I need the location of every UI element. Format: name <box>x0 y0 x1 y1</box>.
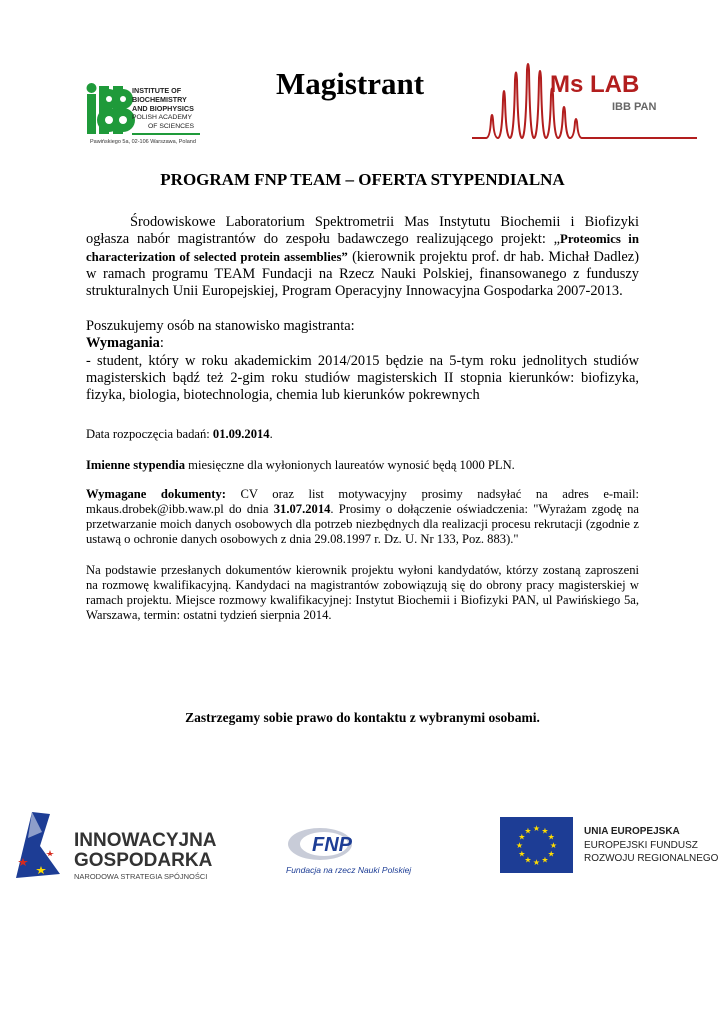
fnp-name: Fundacja na rzecz Nauki Polskiej <box>286 865 412 875</box>
fnp-logo <box>282 820 452 880</box>
documents-text-1: CV oraz list motywacyjny prosimy nadsyłać na adres e-mail: mkaus.drobek@ibb.waw.pl do dnia <box>86 487 640 516</box>
eu-line-2: EUROPEJSKI FUNDUSZ <box>584 839 698 851</box>
documents-text-2: . Prosimy o dołączenie oświadczenia: "Wyrażam zgodę na przetwarzanie moich danych osobowych dla potrzeb niezbędnych dla realizacji procesu rekrutacji (zgodnie z ustawą o ochronie danych osobowych z dnia 29.08.1997 r. Dz. U. Nr 133, Poz. 883)." <box>86 502 639 546</box>
offer-heading: PROGRAM FNP TEAM – OFERTA STYPENDIALNA <box>160 170 565 189</box>
eu-logo-text <box>584 825 718 866</box>
requirements-text: - student, który w roku akademickim 2014/2015 będzie na 5-tym roku jednolitych studiów magisterskich bądź też 2-gim roku studiów magisterskich II stopnia kierunków: biofizyka, fizyka, biologia, biotechnologia, chemia lub kierunków pokrewnych <box>86 352 639 404</box>
ig-line-2: GOSPODARKA <box>74 850 213 871</box>
mslab-logo-text: Ms LAB <box>550 71 640 98</box>
eu-line-3: ROZWOJU REGIONALNEGO <box>584 853 719 864</box>
eu-star-icon: ★ <box>515 841 524 850</box>
start-date-end: . <box>269 427 273 441</box>
ibb-logo-line: AND BIOPHYSICS <box>132 104 194 113</box>
eu-star-icon: ★ <box>549 841 558 850</box>
mslab-logo-sub: IBB PAN <box>612 101 657 113</box>
requirements-label: Wymagania <box>86 335 160 352</box>
documents-label: Wymagane dokumenty: <box>86 487 226 501</box>
stipend-text: miesięczne dla wyłonionych laureatów wynosić będą 1000 PLN. <box>185 458 515 472</box>
start-date-value: 01.09.2014 <box>212 427 270 441</box>
ig-line-1: INNOWACYJNA <box>74 830 217 851</box>
mslab-logo <box>472 60 697 150</box>
page-title: Magistrant <box>276 66 425 101</box>
stipend-line <box>86 458 639 473</box>
ibb-logo-line: OF SCIENCES <box>148 123 195 130</box>
ibb-logo-rule <box>132 133 200 135</box>
ibb-logo-line: INSTITUTE OF <box>132 86 182 95</box>
documents-paragraph <box>86 487 639 547</box>
fnp-abbr: FNP <box>312 834 352 856</box>
start-date-line <box>86 427 639 442</box>
documents-deadline: 31.07.2014 <box>273 502 331 516</box>
eu-star-icon: ★ <box>524 826 532 836</box>
ibb-logo-line: POLISH ACADEMY <box>132 114 193 121</box>
intro-text-1: Środowiskowe Laboratorium Spektrometrii Mas Instytutu Biochemii i Biofizyki ogłasza nabór magistrantów do zespołu badawczego realizującego projekt: „ <box>86 214 639 248</box>
ibb-address: Pawińskiego 5a, 02-106 Warszawa, Poland <box>90 139 196 145</box>
eu-star-icon: ★ <box>541 826 549 836</box>
eu-line-1: UNIA EUROPEJSKA <box>584 826 680 837</box>
requirements-colon: : <box>159 335 164 352</box>
interview-paragraph: Na podstawie przesłanych dokumentów kierownik projektu wyłoni kandydatów, którzy zostaną zaproszeni na rozmowę kwalifikacyjną. Kandydaci na magistrantów zobowiązują się do obrony pracy magisterskiej w ramach projektu. Miejsce rozmowy kwalifikacyjnej: Instytut Biochemii i Biofizyki PAN, ul Pawińskiego 5a, Warszawa, termin: ostatni tydzień sierpnia 2014. <box>86 563 639 622</box>
eu-star-icon: ★ <box>547 849 555 859</box>
eu-star-icon: ★ <box>532 824 541 833</box>
eu-star-icon: ★ <box>532 858 541 867</box>
ig-line-3: NARODOWA STRATEGIA SPÓJNOŚCI <box>74 872 208 881</box>
eu-star-icon: ★ <box>524 855 532 865</box>
intro-paragraph <box>86 214 639 300</box>
requirements-section <box>86 318 639 404</box>
ibb-logo-text <box>132 86 194 131</box>
eu-star-icon: ★ <box>541 855 549 865</box>
search-line: Poszukujemy osób na stanowisko magistranta: <box>86 318 355 334</box>
intro-text-2: (kierownik projektu prof. dr hab. Michał Dadlez) w ramach programu TEAM Fundacji na Rzecz Nauki Polskiej, finansowanego z funduszy strukturalnych Unii Europejskiej, Program Operacyjny Innowacyjna Gospodarka 2007-2013. <box>86 248 639 300</box>
project-title: Proteomics in characterization of selected protein assemblies” <box>86 232 639 264</box>
eu-star-icon: ★ <box>547 832 555 842</box>
ibb-logo-line: BIOCHEMISTRY <box>132 95 187 104</box>
eu-flag-icon <box>500 817 573 873</box>
closing-line: Zastrzegamy sobie prawo do kontaktu z wybranymi osobami. <box>185 710 540 725</box>
stipend-label: Imienne stypendia <box>86 458 186 472</box>
start-date-label: Data rozpoczęcia badań: <box>86 427 213 441</box>
eu-star-icon: ★ <box>518 849 526 859</box>
innowacyjna-gospodarka-logo <box>10 808 240 888</box>
eu-star-icon: ★ <box>518 832 526 842</box>
